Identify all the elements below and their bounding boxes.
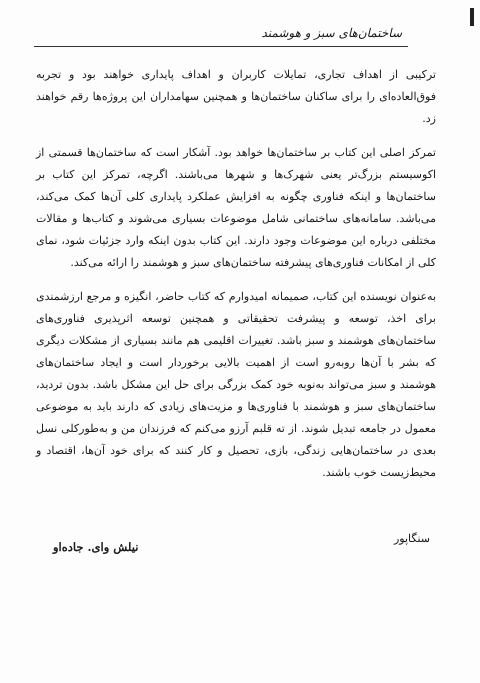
running-header-title: ساختمان‌های سبز و هوشمند (261, 26, 402, 40)
page-edge-mark (470, 8, 474, 26)
paragraph-2: تمرکز اصلی این کتاب بر ساختمان‌ها خواهد بود. آشکار است که ساختمان‌ها قسمتی از اکوسیستم بزرگ‌تر یعنی شهرک‌ها و شهرها می‌باشند. اگرچه، تمرکز این کتاب بر ساختمان‌ها و اینکه فناوری چگونه به افزایش عملکرد پایداری کلی آن‌ها کمک می‌کند، می‌باشد. سامانه‌های ساختمانی شامل موضوعات بسیاری می‌شوند و کتاب‌ها و مقالات مختلفی درباره این موضوعات وجود دارند. این کتاب بدون اینکه وارد جزئیات شود، نمای کلی از امکانات فناوری‌های پیشرفته ساختمان‌های سبز و هوشمند را ارائه می‌کند. (36, 146, 436, 269)
paragraph-3: به‌عنوان نویسنده این کتاب، صمیمانه امیدوارم که کتاب حاضر، انگیزه و مرجع ارزشمندی برای اخذ، توسعه و پیشرفت تحقیقاتی و همچنین توسعه اثرپذیری فناوری‌های ساختمان‌های هوشمند و سبز باشد. تغییرات اقلیمی هم مانند بسیاری از مشکلات دیگری که بشر با آن‌ها روبه‌رو است از اهمیت بالایی برخوردار است و ایجاد ساختمان‌های هوشمند و سبز می‌تواند به‌نوبه خود کمک بزرگی برای حل این مشکل باشد. بدون تردید، ساختمان‌های سبز و هوشمند با فناوری‌ها و مزیت‌های زیادی که دارند باید به موضوعی معمول در جامعه تبدیل شوند. از ته قلبم آرزو می‌کنم که فرزندان من و به‌طورکلی نسل بعدی در ساختمان‌هایی زندگی، بازی، تحصیل و کار کنند که برای خود آن‌ها، اقتصاد و محیط‌زیست خوب باشند. (36, 290, 436, 479)
signature-author: نیلش وای. جاده‌او (53, 540, 139, 554)
signature-place: سنگاپور (393, 532, 430, 545)
paragraph-1: ترکیبی از اهداف تجاری، تمایلات کاربران و اهداف پایداری خواهند بود و تجربه فوق‌العاده‌ای را برای ساکنان ساختمان‌ها و همچنین سهامداران این پروژه‌ها رقم خواهند زد. (36, 68, 436, 125)
body-text (36, 64, 436, 496)
running-header (34, 22, 408, 47)
